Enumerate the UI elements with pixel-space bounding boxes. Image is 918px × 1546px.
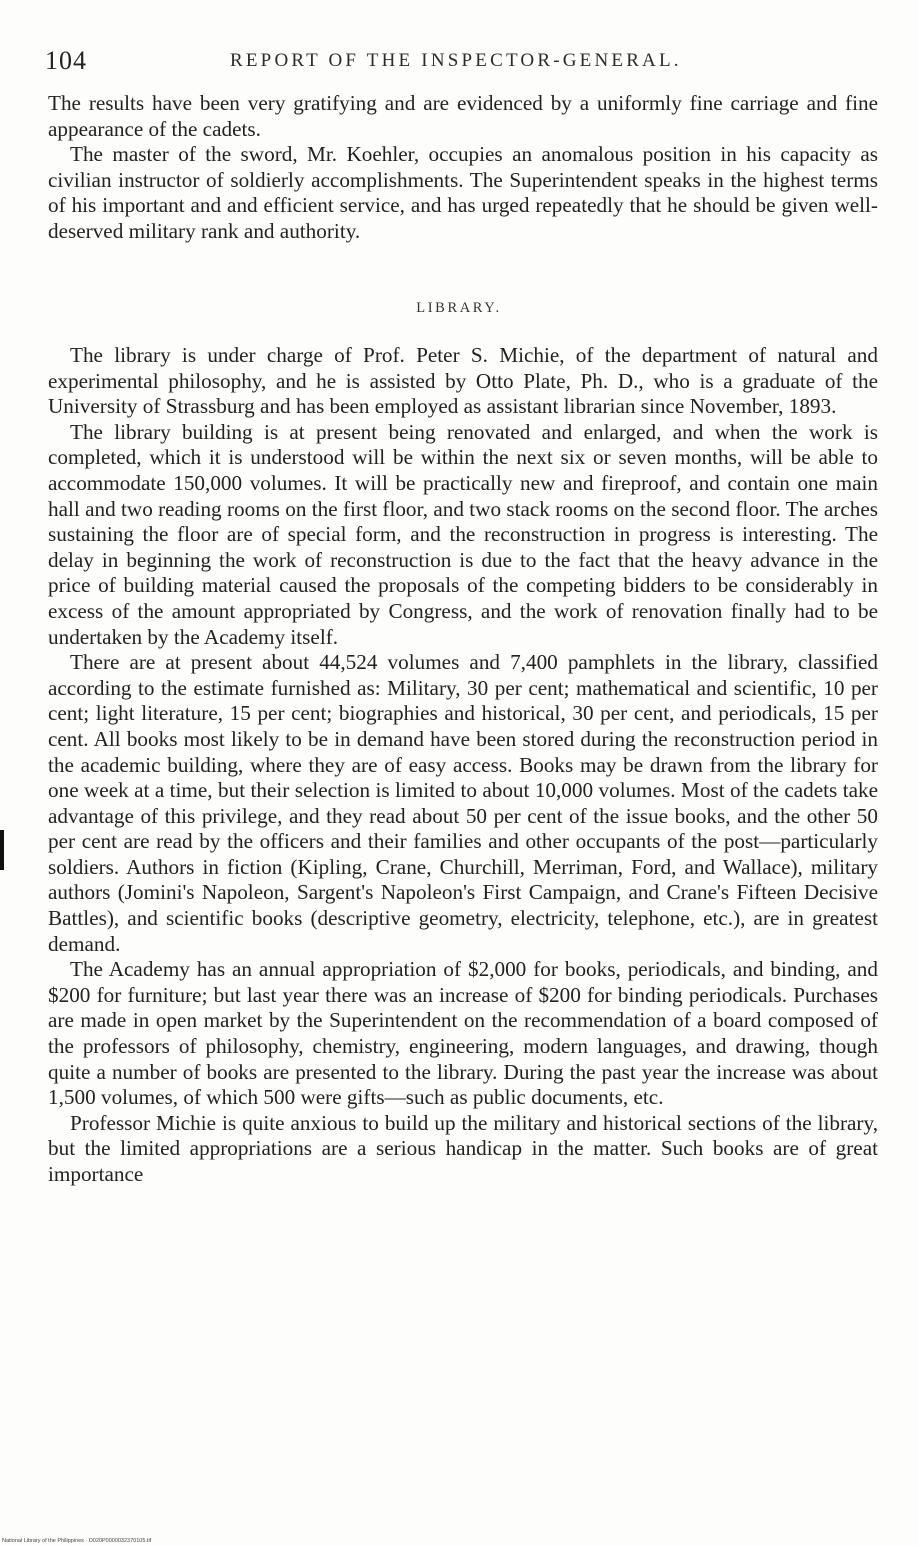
page-number: 104 [45, 46, 87, 75]
section-heading-library: LIBRARY. [416, 300, 502, 316]
intro-paragraph-2: The master of the sword, Mr. Koehler, occupies an anomalous position in his capacity as civilian instructor of soldierly accomplishments. The Superintendent speaks in the highest terms of his important and and efficient service, and has urged repeatedly that he should be given well-deserved military rank and authority. [48, 142, 878, 243]
library-text [48, 343, 878, 1188]
running-title: REPORT OF THE INSPECTOR-GENERAL. [230, 50, 682, 71]
library-paragraph-5: Professor Michie is quite anxious to build up the military and historical sections of the library, but the limited appropriations are a serious handicap in the matter. Such books are of great importance [48, 1110, 878, 1186]
intro-paragraph-1: The results have been very gratifying and are evidenced by a uniformly fine carriage and fine appearance of the cadets. [48, 91, 878, 141]
scan-margin-mark [0, 830, 4, 870]
library-paragraph-2: The library building is at present being renovated and enlarged, and when the work is completed, which it is understood will be within the next six or seven months, will be able to accommodate 150,000 volumes. It will be practically new and fireproof, and contain one main hall and two reading rooms on the first floor, and two stack rooms on the second floor. The arches sustaining the floor are of special form, and the reconstruction in progress is interesting. The delay in beginning the work of reconstruction is due to the fact that the heavy advance in the price of building material caused the proposals of the competing bidders to be considerably in excess of the amount appropriated by Congress, and the work of renovation finally had to be undertaken by the Academy itself. [48, 419, 878, 649]
intro-text [48, 91, 878, 245]
library-paragraph-4: The Academy has an annual appropriation of $2,000 for books, periodicals, and binding, and $200 for furniture; but last year there was an increase of $200 for binding periodicals. Purchases are made in open market by the Superintendent on the recommendation of a board composed of the professors of philosophy, chemistry, engineering, modern languages, and drawing, though quite a number of books are presented to the library. During the past year the increase was about 1,500 volumes, of which 500 were gifts—such as public documents, etc. [48, 957, 878, 1110]
running-head [45, 46, 875, 76]
scan-credit: National Library of the Philippines · D020P0000032370105.tif [2, 1538, 152, 1544]
library-paragraph-1: The library is under charge of Prof. Peter S. Michie, of the department of natural and experimental philosophy, and he is assisted by Otto Plate, Ph. D., who is a graduate of the University of Strassburg and has been employed as assistant librarian since November, 1893. [48, 343, 878, 419]
library-paragraph-3: There are at present about 44,524 volumes and 7,400 pamphlets in the library, classified according to the estimate furnished as: Military, 30 per cent; mathematical and scientific, 10 per cent; light literature, 15 per cent; biographies and historical, 30 per cent, and periodicals, 15 per cent. All books most likely to be in demand have been stored during the reconstruction period in the academic building, where they are of easy access. Books may be drawn from the library for one week at a time, but their selection is limited to about 10,000 volumes. Most of the cadets take advantage of this privilege, and they read about 50 per cent of the issue books, and the other 50 per cent are read by the officers and their families and other occupants of the post—particularly soldiers. Authors in fiction (Kipling, Crane, Churchill, Merriman, Ford, and Wallace), military authors (Jomini's Napoleon, Sargent's Napoleon's First Campaign, and Crane's Fifteen Decisive Battles), and scientific books (descriptive geometry, electricity, telephone, etc.), are in greatest demand. [48, 650, 878, 956]
